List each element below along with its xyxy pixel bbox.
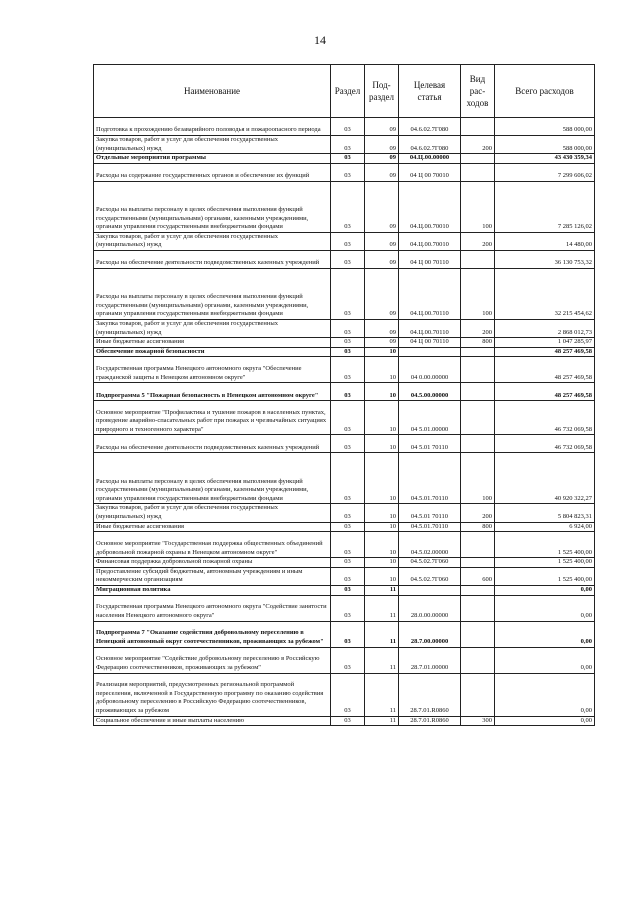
cell-total: 46 732 069,58: [495, 401, 595, 435]
cell-total: 0,00: [495, 585, 595, 595]
table-row: [94, 250, 595, 268]
cell-kind: [461, 347, 495, 357]
cell-kind: [461, 250, 495, 268]
cell-total: 1 525 400,00: [495, 532, 595, 558]
cell-target: 04.Ц.00.70110: [399, 319, 461, 337]
table-row: [94, 522, 595, 532]
cell-target: 04 0.00.00000: [399, 357, 461, 383]
cell-total: 6 924,00: [495, 522, 595, 532]
cell-kind: 200: [461, 319, 495, 337]
cell-name: Обеспечение пожарной безопасности: [94, 347, 331, 357]
table-row: [94, 585, 595, 595]
cell-target: 28.7.01.R0860: [399, 673, 461, 716]
cell-total: 43 430 359,34: [495, 154, 595, 164]
cell-subsection: 09: [365, 250, 399, 268]
cell-kind: [461, 595, 495, 621]
header-name: Наименование: [94, 65, 331, 118]
cell-section: 03: [331, 621, 365, 647]
table-body: [94, 118, 595, 726]
cell-name: Финансовая поддержка добровольной пожарной охраны: [94, 558, 331, 568]
header-subsection: Под-раздел: [365, 65, 399, 118]
cell-kind: [461, 673, 495, 716]
cell-section: 03: [331, 181, 365, 232]
cell-target: 04.6.02.7Г080: [399, 118, 461, 136]
cell-section: 03: [331, 383, 365, 401]
cell-section: 03: [331, 136, 365, 154]
cell-kind: 600: [461, 567, 495, 585]
cell-name: Подпрограмма 7 "Оказание содействия добровольному переселению в Ненецкий автономный округ соотечественников, проживающих за рубежом": [94, 621, 331, 647]
table-row: [94, 621, 595, 647]
table-row: [94, 232, 595, 250]
header-total: Всего расходов: [495, 65, 595, 118]
cell-kind: 100: [461, 453, 495, 504]
cell-subsection: 10: [365, 453, 399, 504]
cell-section: 03: [331, 567, 365, 585]
cell-section: 03: [331, 647, 365, 673]
cell-target: 28.0.00.00000: [399, 595, 461, 621]
cell-subsection: 09: [365, 118, 399, 136]
cell-subsection: 11: [365, 595, 399, 621]
cell-section: 03: [331, 268, 365, 319]
table-row: [94, 532, 595, 558]
cell-target: 04.Ц.00.70110: [399, 268, 461, 319]
cell-subsection: 09: [365, 136, 399, 154]
cell-subsection: 10: [365, 504, 399, 522]
header-kind: Вид рас-ходов: [461, 65, 495, 118]
cell-name: Основное мероприятие "Государственная поддержка общественных объединений добровольной пожарной охраны в Ненецком автономном округе": [94, 532, 331, 558]
table-row: [94, 163, 595, 181]
table-row: [94, 558, 595, 568]
cell-kind: [461, 118, 495, 136]
cell-section: 03: [331, 532, 365, 558]
cell-target: 04.Ц.00.00000: [399, 154, 461, 164]
cell-total: 7 285 126,02: [495, 181, 595, 232]
cell-name: Подготовка к прохождению безаварийного половодья и пожароопасного периода: [94, 118, 331, 136]
cell-total: 5 804 823,31: [495, 504, 595, 522]
table-row: [94, 673, 595, 716]
table-row: [94, 453, 595, 504]
cell-total: 48 257 469,58: [495, 357, 595, 383]
cell-kind: [461, 154, 495, 164]
cell-total: 36 130 753,32: [495, 250, 595, 268]
cell-kind: 100: [461, 268, 495, 319]
cell-target: 04.6.02.7Г080: [399, 136, 461, 154]
cell-name: Закупка товаров, работ и услуг для обеспечения государственных (муниципальных) нужд: [94, 136, 331, 154]
cell-total: 1 525 400,00: [495, 558, 595, 568]
cell-name: Иные бюджетные ассигнования: [94, 338, 331, 348]
cell-kind: 200: [461, 232, 495, 250]
cell-target: 04.Ц.00.70010: [399, 181, 461, 232]
cell-section: 03: [331, 163, 365, 181]
cell-target: 04.5.02.7Г060: [399, 567, 461, 585]
cell-section: 03: [331, 319, 365, 337]
cell-name: Расходы на обеспечение деятельности подведомственных казенных учреждений: [94, 250, 331, 268]
cell-subsection: 10: [365, 558, 399, 568]
cell-subsection: 11: [365, 621, 399, 647]
cell-total: 40 920 322,27: [495, 453, 595, 504]
cell-total: 0,00: [495, 716, 595, 726]
cell-kind: 200: [461, 504, 495, 522]
cell-name: Закупка товаров, работ и услуг для обеспечения государственных (муниципальных) нужд: [94, 319, 331, 337]
cell-section: 03: [331, 357, 365, 383]
table-row: [94, 647, 595, 673]
cell-subsection: 10: [365, 383, 399, 401]
cell-kind: [461, 163, 495, 181]
cell-subsection: 11: [365, 716, 399, 726]
cell-section: 03: [331, 232, 365, 250]
cell-target: 04.5.02.7Г060: [399, 558, 461, 568]
cell-kind: [461, 401, 495, 435]
cell-section: 03: [331, 250, 365, 268]
cell-total: 7 299 606,02: [495, 163, 595, 181]
cell-target: [399, 347, 461, 357]
table-row: [94, 567, 595, 585]
cell-subsection: 09: [365, 154, 399, 164]
cell-section: 03: [331, 558, 365, 568]
cell-subsection: 09: [365, 232, 399, 250]
cell-total: 2 868 012,73: [495, 319, 595, 337]
cell-total: 588 000,00: [495, 136, 595, 154]
cell-kind: 200: [461, 136, 495, 154]
cell-subsection: 10: [365, 401, 399, 435]
cell-target: 04 Ц 00 70110: [399, 338, 461, 348]
cell-section: 03: [331, 401, 365, 435]
cell-kind: 300: [461, 716, 495, 726]
cell-name: Закупка товаров, работ и услуг для обеспечения государственных (муниципальных) нужд: [94, 232, 331, 250]
table-row: [94, 357, 595, 383]
cell-kind: [461, 621, 495, 647]
cell-section: 03: [331, 504, 365, 522]
page-number: 14: [314, 33, 326, 47]
cell-name: Реализация мероприятий, предусмотренных региональной программой переселения, включенной в Государственную программу по оказанию содействия добровольному переселению в Российскую Федерацию соотечественников, проживающих за рубежом: [94, 673, 331, 716]
table-row: [94, 383, 595, 401]
cell-subsection: 11: [365, 673, 399, 716]
cell-section: 03: [331, 716, 365, 726]
cell-section: 03: [331, 338, 365, 348]
table-row: [94, 338, 595, 348]
cell-target: 04.5.01.70110: [399, 453, 461, 504]
cell-total: 1 047 285,97: [495, 338, 595, 348]
cell-kind: 800: [461, 522, 495, 532]
cell-subsection: 09: [365, 163, 399, 181]
table-row: [94, 401, 595, 435]
cell-subsection: 09: [365, 181, 399, 232]
cell-target: 04.5.01.70110: [399, 522, 461, 532]
cell-target: 04.5.01 70110: [399, 504, 461, 522]
table-row: [94, 347, 595, 357]
cell-name: Расходы на обеспечение деятельности подведомственных казенных учреждений: [94, 435, 331, 453]
cell-kind: [461, 357, 495, 383]
cell-section: 03: [331, 347, 365, 357]
table-row: [94, 268, 595, 319]
cell-kind: 100: [461, 181, 495, 232]
cell-section: 03: [331, 453, 365, 504]
cell-target: 04 5.01.00000: [399, 401, 461, 435]
cell-target: [399, 585, 461, 595]
budget-table: [93, 64, 595, 726]
cell-subsection: 10: [365, 532, 399, 558]
table-row: [94, 504, 595, 522]
cell-kind: 800: [461, 338, 495, 348]
cell-total: 46 732 069,58: [495, 435, 595, 453]
cell-target: 28.7.00.00000: [399, 621, 461, 647]
cell-name: Подпрограмма 5 "Пожарная безопасность в Ненецком автономном округе": [94, 383, 331, 401]
cell-name: Предоставление субсидий бюджетным, автономным учреждениям и иным некоммерческим организациям: [94, 567, 331, 585]
cell-target: 04.5.00.00000: [399, 383, 461, 401]
cell-target: 04.5.02.00000: [399, 532, 461, 558]
cell-kind: [461, 647, 495, 673]
cell-subsection: 10: [365, 357, 399, 383]
cell-total: 0,00: [495, 621, 595, 647]
cell-section: 03: [331, 435, 365, 453]
cell-total: 1 525 400,00: [495, 567, 595, 585]
cell-kind: [461, 558, 495, 568]
cell-name: Государственная программа Ненецкого автономного округа "Содействие занятости населения Ненецкого автономного округа": [94, 595, 331, 621]
table-header-row: [94, 65, 595, 118]
cell-subsection: 09: [365, 319, 399, 337]
cell-subsection: 09: [365, 338, 399, 348]
cell-section: 03: [331, 585, 365, 595]
cell-subsection: 10: [365, 347, 399, 357]
cell-total: 0,00: [495, 595, 595, 621]
cell-name: Закупка товаров, работ и услуг для обеспечения государственных (муниципальных) нужд: [94, 504, 331, 522]
cell-total: 0,00: [495, 673, 595, 716]
cell-target: 04 Ц 00 70010: [399, 163, 461, 181]
cell-subsection: 11: [365, 647, 399, 673]
cell-total: 14 480,00: [495, 232, 595, 250]
cell-section: 03: [331, 595, 365, 621]
cell-section: 03: [331, 154, 365, 164]
cell-kind: [461, 532, 495, 558]
cell-target: 04 Ц 00 70110: [399, 250, 461, 268]
header-section: Раздел: [331, 65, 365, 118]
cell-section: 03: [331, 118, 365, 136]
table-row: [94, 716, 595, 726]
table-row: [94, 435, 595, 453]
table-row: [94, 181, 595, 232]
cell-total: 48 257 469,58: [495, 383, 595, 401]
cell-name: Основное мероприятие "Содействие добровольному переселению в Российскую Федерацию соотечественников, проживающих за рубежом": [94, 647, 331, 673]
cell-target: 28.7.01.R0860: [399, 716, 461, 726]
header-target: Целевая статья: [399, 65, 461, 118]
cell-section: 03: [331, 522, 365, 532]
cell-subsection: 10: [365, 435, 399, 453]
cell-total: 588 000,00: [495, 118, 595, 136]
cell-target: 04 5.01 70110: [399, 435, 461, 453]
cell-name: Социальное обеспечение и иные выплаты населению: [94, 716, 331, 726]
cell-name: Миграционная политика: [94, 585, 331, 595]
table-row: [94, 595, 595, 621]
cell-name: Отдельные мероприятия программы: [94, 154, 331, 164]
cell-subsection: 10: [365, 522, 399, 532]
cell-kind: [461, 435, 495, 453]
cell-name: Расходы на выплаты персоналу в целях обеспечения выполнения функций государственными (муниципальными) органами, казенными учреждениями, органами управления государственными внебюджетными фондами: [94, 268, 331, 319]
table-row: [94, 154, 595, 164]
cell-kind: [461, 383, 495, 401]
cell-target: 28.7.01.00000: [399, 647, 461, 673]
table-row: [94, 136, 595, 154]
cell-total: 0,00: [495, 647, 595, 673]
cell-subsection: 10: [365, 567, 399, 585]
cell-subsection: 09: [365, 268, 399, 319]
cell-total: 48 257 469,58: [495, 347, 595, 357]
cell-name: Расходы на выплаты персоналу в целях обеспечения выполнения функций государственными (муниципальными) органами, казенными учреждениями, органами управления государственными внебюджетными фондами: [94, 181, 331, 232]
cell-name: Государственная программа Ненецкого автономного округа "Обеспечение гражданской защиты в Ненецком автономном округе": [94, 357, 331, 383]
cell-total: 32 215 454,62: [495, 268, 595, 319]
cell-section: 03: [331, 673, 365, 716]
cell-name: Расходы на содержание государственных органов и обеспечение их функций: [94, 163, 331, 181]
cell-name: Основное мероприятие "Профилактика и тушение пожаров в населенных пунктах, проведение аварийно-спасательных работ при пожарах и чрезвычайных ситуациях природного и техногенного характера": [94, 401, 331, 435]
table-row: [94, 319, 595, 337]
cell-name: Расходы на выплаты персоналу в целях обеспечения выполнения функций государственными (муниципальными) органами, казенными учреждениями, органами управления государственными внебюджетными фондами: [94, 453, 331, 504]
cell-target: 04.Ц.00.70010: [399, 232, 461, 250]
cell-name: Иные бюджетные ассигнования: [94, 522, 331, 532]
cell-kind: [461, 585, 495, 595]
cell-subsection: 11: [365, 585, 399, 595]
table-row: [94, 118, 595, 136]
